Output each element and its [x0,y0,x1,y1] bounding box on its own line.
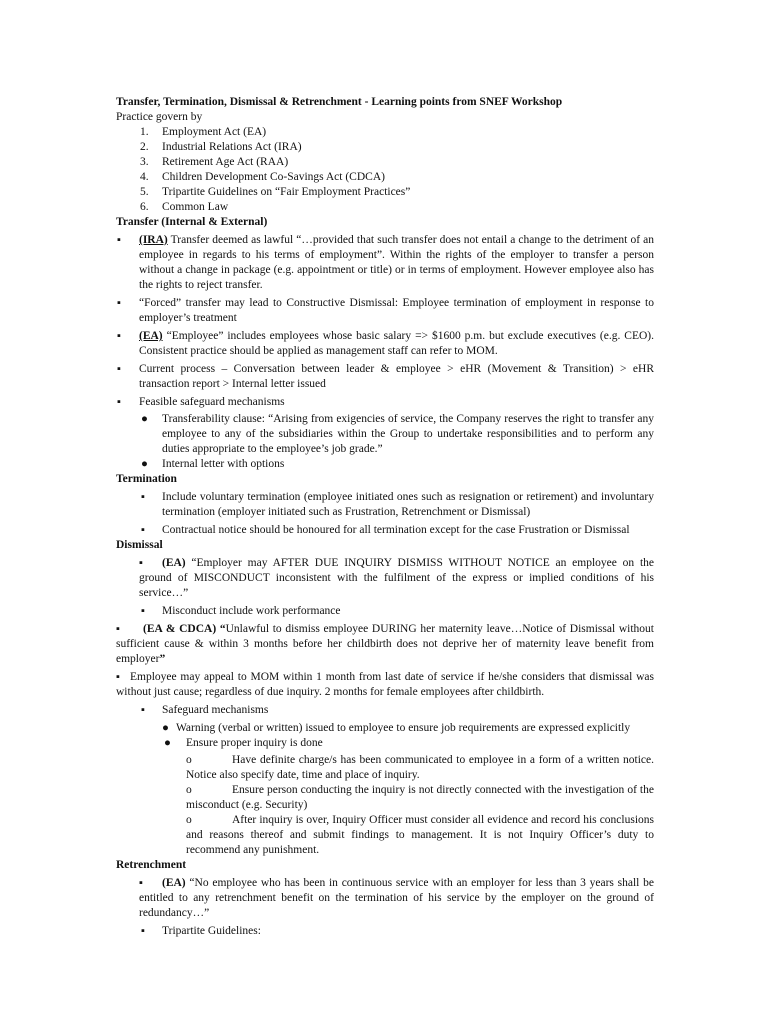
dismissal-bullet-ea: ▪ (EA) “Employer may AFTER DUE INQUIRY DISMISS WITHOUT NOTICE an employee on the ground of MISCONDUCT inconsistent with the fulfilment of the express or implied conditions of his service…” [139,557,654,599]
intro-line: Practice govern by [116,111,203,123]
document-title: Transfer, Termination, Dismissal & Retrenchment - Learning points from SNEF Workshop [116,96,563,108]
square-bullet-icon: ▪ [116,671,120,683]
square-bullet-icon: ▪ [117,396,121,408]
dismissal-bullet-safeguard: ▪ Safeguard mechanisms [141,704,269,716]
dot-bullet-icon: ● [141,458,148,470]
acts-list [116,125,654,215]
square-bullet-icon: ▪ [117,234,121,246]
act-item: 4. Children Development Co-Savings Act (CDCA) [140,171,385,183]
retrenchment-bullet-ea: ▪ (EA) “No employee who has been in continuous service with an employer for less than 3 years shall be entitled to any retrenchment benefit on the termination of his service by the employer on the ground of redundancy…” [139,877,654,919]
square-bullet-icon: ▪ [141,605,145,617]
act-item: 3. Retirement Age Act (RAA) [140,156,289,168]
square-bullet-icon: ▪ [139,877,143,889]
square-bullet-icon: ▪ [141,704,145,716]
dismissal-bullet-appeal: ▪ Employee may appeal to MOM within 1 month from last date of service if he/she considers that dismissal was without just cause; regardless of due inquiry. 2 months for female employees after childbirth. [116,671,654,698]
dot-bullet-icon: ● [164,737,171,749]
square-bullet-icon: ▪ [141,925,145,937]
dismissal-sub-inquiry-text: Ensure proper inquiry is done [186,737,323,749]
square-bullet-icon: ▪ [141,524,145,536]
dismissal-bullet-maternity: ▪ (EA & CDCA) “Unlawful to dismiss employee DURING her maternity leave…Notice of Dismissal without sufficient cause & within 3 months before her childbirth does not deprive her of maternity leave benefit from employer” [116,623,654,665]
square-bullet-icon: ▪ [117,297,121,309]
dot-bullet-icon: ● [141,413,148,425]
act-item: 5. Tripartite Guidelines on “Fair Employment Practices” [140,186,411,198]
transfer-sub-letter: ● Internal letter with options [141,458,285,470]
circle-bullet-icon: o [186,814,192,826]
dismissal-sub-warning: ● Warning (verbal or written) issued to employee to ensure job requirements are expressed explicitly [162,722,631,734]
transfer-bullet-safeguard: ▪ Feasible safeguard mechanisms [117,396,285,408]
square-bullet-icon: ▪ [116,623,120,635]
section-heading-retrenchment: Retrenchment [116,859,187,871]
act-item: 2. Industrial Relations Act (IRA) [140,141,302,153]
transfer-bullet-forced: ▪ “Forced” transfer may lead to Constructive Dismissal: Employee termination of employment in response to employer’s treatment [117,297,654,324]
transfer-bullet-process: ▪ Current process – Conversation between leader & employee > eHR (Movement & Transition) > eHR transaction report > Internal letter issued [117,363,654,390]
square-bullet-icon: ▪ [117,363,121,375]
circle-bullet-icon: o [186,784,192,796]
document-body [116,95,654,939]
dot-bullet-icon: ● [162,722,169,734]
square-bullet-icon: ▪ [117,330,121,342]
retrenchment-bullet-guidelines: ▪ Tripartite Guidelines: [141,925,261,937]
transfer-bullet-ira: ▪ (IRA) Transfer deemed as lawful “…provided that such transfer does not entail a change to the detriment of an employee in regards to his terms of employment”. Within the rights of the employer to transfer a person without a change in package (e.g. appointment or title) or in terms of employment. However employee also has the rights to reject transfer. [117,234,654,291]
transfer-bullet-ea: ▪ (EA) “Employee” includes employees whose basic salary => $1600 p.m. but exclude executives (e.g. CEO). Consistent practice should be applied as management staff can refer to MOM. [117,330,654,357]
section-heading-dismissal: Dismissal [116,539,163,551]
act-item: 6. Common Law [140,201,229,213]
section-heading-transfer: Transfer (Internal & External) [116,216,268,228]
act-item: 1. Employment Act (EA) [140,126,267,138]
section-heading-termination: Termination [116,473,177,485]
inquiry-point-charge: o Have definite charge/s has been communicated to employee in a form of a written notice. Notice also specify date, time and place of inquiry. [186,754,654,781]
termination-bullet-types: ▪ Include voluntary termination (employee initiated ones such as resignation or retirement) and involuntary termination (employer initiated such as Frustration, Retrenchment or Dismissal) [141,491,654,518]
termination-bullet-notice: ▪ Contractual notice should be honoured for all termination except for the case Frustration or Dismissal [141,524,630,536]
inquiry-point-findings: o After inquiry is over, Inquiry Officer must consider all evidence and record his conclusions and reasons thereof and submit findings to management. It is not Inquiry Officer’s duty to recommend any punishment. [186,814,654,856]
dismissal-bullet-misconduct: ▪ Misconduct include work performance [141,605,341,617]
inquiry-point-person: o Ensure person conducting the inquiry is not directly connected with the investigation of the misconduct (e.g. Security) [186,784,654,811]
square-bullet-icon: ▪ [141,491,145,503]
circle-bullet-icon: o [186,754,192,766]
square-bullet-icon: ▪ [139,557,143,569]
transfer-sub-clause: ● Transferability clause: “Arising from exigencies of service, the Company reserves the right to transfer any employee to any of the subsidiaries within the Group to undertake responsibilities and to perform any duties appropriate to the employee’s job grade.” [141,413,654,455]
